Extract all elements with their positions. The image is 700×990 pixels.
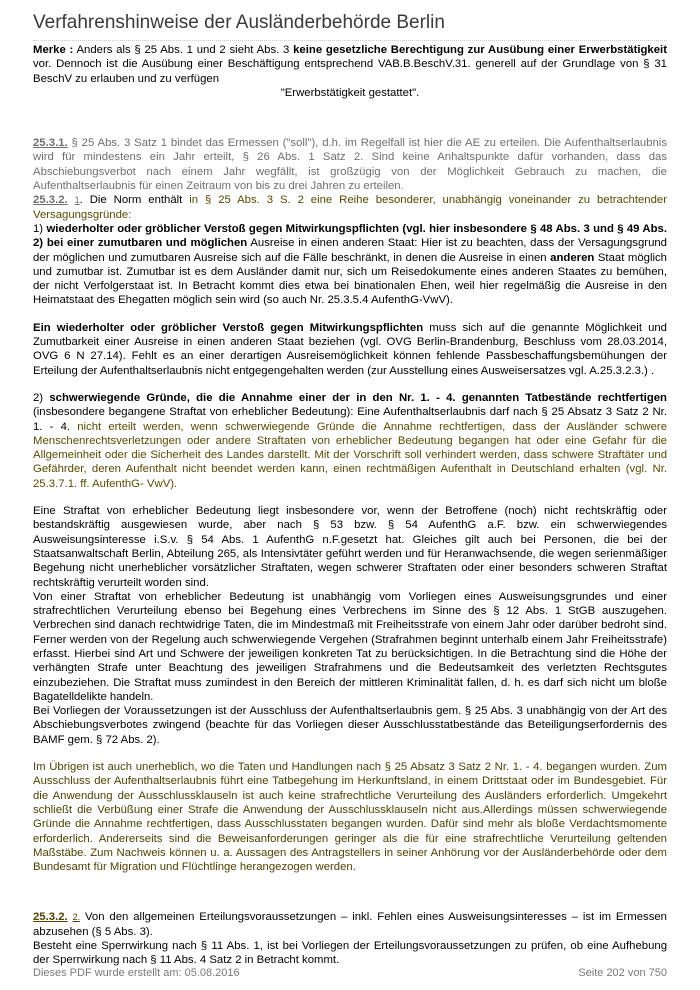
paragraph-3 <box>33 391 667 491</box>
merke-paragraph <box>33 43 667 86</box>
section-25-3-1 <box>33 136 667 193</box>
merke-label: Merke : <box>33 44 74 56</box>
section-num-2[interactable]: 2. <box>72 912 81 923</box>
page-title: Verfahrenshinweise der Ausländerbehörde Berlin <box>33 12 667 41</box>
merke-bold: keine gesetzliche Berechtigung zur Ausübung einer Erwerbstätigkeit <box>293 44 667 56</box>
paragraph-5: Von einer Straftat von erheblicher Bedeutung ist unabhängig vom Vorliegen eines Ausweisungsgrundes und einer strafrechtlichen Verurteilung ebenso bei Begehung eines Verbrechens im Sinne des § 12 Abs. 1 StGB auszugehen. Verbrechen sind danach rechtwidrige Taten, die im Mindestmaß mit Freiheitsstrafe von einem Jahr oder darüber bedroht sind. Ferner werden von der Regelung auch schwerwiegende Vergehen (Strafrahmen beginnt unterhalb einem Jahr Freiheitsstrafe) erfasst. Hierbei sind Art und Schwere der jeweiligen konkreten Tat zu berücksichtigen. In die Betrachtung sind die Höhe der verhängten Strafe unter Beachtung des jeweiligen Strafrahmens und die Bedeutsamkeit des verletzten Rechtsgutes einzubeziehen. Die Straftat muss zumindest in den Bereich der mittleren Kriminalität fallen, d. h. es darf sich nicht um bloße Bagatelldelikte handeln. <box>33 590 667 703</box>
section-25-3-2-2-text: Von den allgemeinen Erteilungsvoraussetzungen – inkl. Fehlen eines Ausweisungsinteresses – ist im Ermessen abzusehen (§ 5 Abs. 3). <box>33 911 667 938</box>
paragraph-1-bold-2: anderen <box>550 251 595 264</box>
quote-line: "Erwerbstätigkeit gestattet". <box>280 86 420 99</box>
paragraph-1-text-1: Ausreise in einen anderen Staat: Hier ist zu beachten, dass der Versagungsgrund der möglichen und zumutbaren Ausreise sich auf die Fälle beschränkt, in denen die Ausreise in einen <box>33 237 667 264</box>
merke-text-1: Anders als § 25 Abs. 1 und 2 sieht Abs. 3 <box>73 44 294 56</box>
section-num-1[interactable]: 1 <box>74 195 80 206</box>
section-25-3-2-2 <box>33 910 667 939</box>
section-25-3-1-text: § 25 Abs. 3 Satz 1 bindet das Ermessen ("soll"), d.h. im Regelfall ist hier die AE zu erteilen. Die Aufenthaltserlaubnis wird für mindestens ein Jahr erteilt, § 26 Abs. 1 Satz 2. Sind keine Anhaltspunkte dafür vorhanden, dass das Abschiebungsverbot nach einem Jahr wegfällt, ist großzügig von der Möglichkeit Gebrauch zu machen, die Aufenthaltserlaubnis für einen Zeitraum von bis zu drei Jahren zu erteilen. <box>33 137 667 193</box>
paragraph-3-text-1: (insbesondere begangene Straftat von erheblicher Bedeutung): Eine Aufenthaltserlaubnis darf nach § 25 Absatz 3 Satz 2 Nr. 1. - 4. <box>33 406 667 433</box>
section-ref-25-3-2-b[interactable]: 25.3.2. <box>33 911 68 924</box>
paragraph-3-text-2: nicht erteilt werden, wenn schwerwiegende Gründe die Annahme rechtfertigen, dass der Ausländer schwere Menschenrechtsverletzungen oder andere Straftaten von erheblicher Bedeutung begangen hat oder eine Gefahr für die Allgemeinheit oder die Sicherheit des Landes darstellt. Mit der Vorschrift soll verhindert werden, dass schwere Straftäter und Gefährder, deren Aufenthalt nicht beendet werden kann, einen rechtmäßigen Aufenthalt in Deutschland erhalten (vgl. Nr. 25.3.7.1. ff. AufenthG- VwV). <box>33 420 667 490</box>
paragraph-6: Bei Vorliegen der Voraussetzungen ist der Ausschluss der Aufenthaltserlaubnis gem. § 25 Abs. 3 unabhängig von der Art des Abschiebungsverbotes zwingend (beachte für das Vorliegen dieser Ausschlusstatbestände das Beteiligungserfordernis des BAMF gem. § 72 Abs. 2). <box>33 705 667 746</box>
paragraph-4: Eine Straftat von erheblicher Bedeutung liegt insbesondere vor, wenn der Betroffene (noch) nicht rechtskräftig oder bestandskräftig ausgewiesen wurde, aber nach § 53 bzw. § 54 AufenthG a.F. bzw. ein schwerwiegendes Ausweisungsinteresse i.S.v. § 54 Abs. 1 AufenthG n.F.gesetzt hat. Gleiches gilt auch bei Personen, die bei der Staatsanwaltschaft Berlin, Abteilung 265, als Intensivtäter geführt werden und für Heranwachsende, die wegen serienmäßiger Begehung nicht unerheblicher vorsätzlicher Straftaten, wegen schwerer Straftaten oder einer besonders schweren Straftat rechtskräftig verurteilt worden sind. <box>33 505 667 589</box>
paragraph-2 <box>33 321 667 378</box>
section-25-3-2-text-1: . Die Norm enthält <box>79 194 190 207</box>
document-body <box>33 43 667 968</box>
section-ref-25-3-1[interactable]: 25.3.1. <box>33 137 68 150</box>
paragraph-7: Im Übrigen ist auch unerheblich, wo die Taten und Handlungen nach § 25 Absatz 3 Satz 2 Nr. 1. - 4. begangen wurden. Zum Ausschluss der Aufenthaltserlaubnis führt eine Tatbegehung im Herkunftsland, in einem Drittstaat oder im Bundesgebiet. Für die Anwendung der Ausschlussklauseln ist auch keine strafrechtliche Verurteilung des Ausländers erforderlich. Umgekehrt schließt die Verbüßung einer Strafe die Anwendung der Ausschlussklauseln nicht aus.Allerdings müssen schwerwiegende Gründe die Annahme rechtfertigen, dass Ausschlusstaten begangen wurden. Dafür sind mehr als bloße Verdachtsmomente erforderlich. Andererseits sind die Beweisanforderungen geringer als die für eine strafrechtliche Verurteilung geltenden Maßstäbe. Zum Nachweis können u. a. Aussagen des Antragstellers in seiner Anhörung vor der Ausländerbehörde oder dem Bundesamt für Migration und Flüchtlinge herangezogen werden. <box>33 761 667 874</box>
section-25-3-2-text-2: in § 25 Abs. 3 S. 2 eine Reihe besonderer, unabhängig voneinander zu betrachtender Versagungsgründe: <box>33 194 667 221</box>
section-25-3-2-1 <box>33 193 667 222</box>
paragraph-8: Besteht eine Sperrwirkung nach § 11 Abs. 1, ist bei Vorliegen der Erteilungsvoraussetzungen zu prüfen, ob eine Aufhebung der Sperrwirkung nach § 11 Abs. 4 Satz 2 in Betracht kommt. <box>33 940 667 967</box>
footer-created-date: Dieses PDF wurde erstellt am: 05.08.2016 <box>33 967 240 979</box>
paragraph-1-bold: wiederholter oder gröblicher Verstoß gegen Mitwirkungspflichten (vgl. hier insbesondere § 48 Abs. 3 und § 49 Abs. 2) bei einer zumutbaren und möglichen <box>33 222 667 250</box>
merke-text-2: vor. Dennoch ist die Ausübung einer Beschäftigung entsprechend VAB.B.BeschV.31. generell auf der Grundlage von § 31 BeschV zu erlauben und zu verfügen <box>33 58 667 85</box>
paragraph-1-text-2: Staat möglich und zumutbar ist. Zumutbar ist es dem Ausländer damit nur, sich um Reisedokumente eines anderen Staates zu bemühen, der nicht Verfolgerstaat ist. In Betracht kommt dies etwa bei binationalen Ehen, weil hier regelmäßig die Ausreise in den Heimatstaat des Ehegatten möglich sein wird (so auch Nr. 25.3.5.4 AufenthG-VwV). <box>33 251 667 307</box>
paragraph-3-bold: schwerwiegende Gründe, die die Annahme einer der in den Nr. 1. - 4. genannten Tatbestände rechtfertigen <box>49 391 667 404</box>
footer-page-number: Seite 202 von 750 <box>578 967 667 979</box>
paragraph-2-bold: Ein wiederholter oder gröblicher Verstoß gegen Mitwirkungspflichten <box>33 321 424 334</box>
section-ref-25-3-2[interactable]: 25.3.2. <box>33 194 68 207</box>
paragraph-3-lead: 2) <box>33 391 50 404</box>
paragraph-1 <box>33 222 667 308</box>
paragraph-2-text: muss sich auf die genannte Möglichkeit und Zumutbarkeit einer Ausreise in einen anderen Staat beziehen (vgl. OVG Berlin-Brandenburg, Beschluss vom 28.03.2014, OVG 6 N 27.14). Fehlt es an einer derartigen Ausreisemöglichkeit können fehlende Passbeschaffungsbemühungen der Erteilung der Aufenthaltserlaubnis nicht entgegengehalten werden (zur Ausstellung eines Ausweisersatzes vgl. A.25.3.2.3.) . <box>33 321 667 377</box>
paragraph-1-lead: 1) <box>33 222 47 235</box>
